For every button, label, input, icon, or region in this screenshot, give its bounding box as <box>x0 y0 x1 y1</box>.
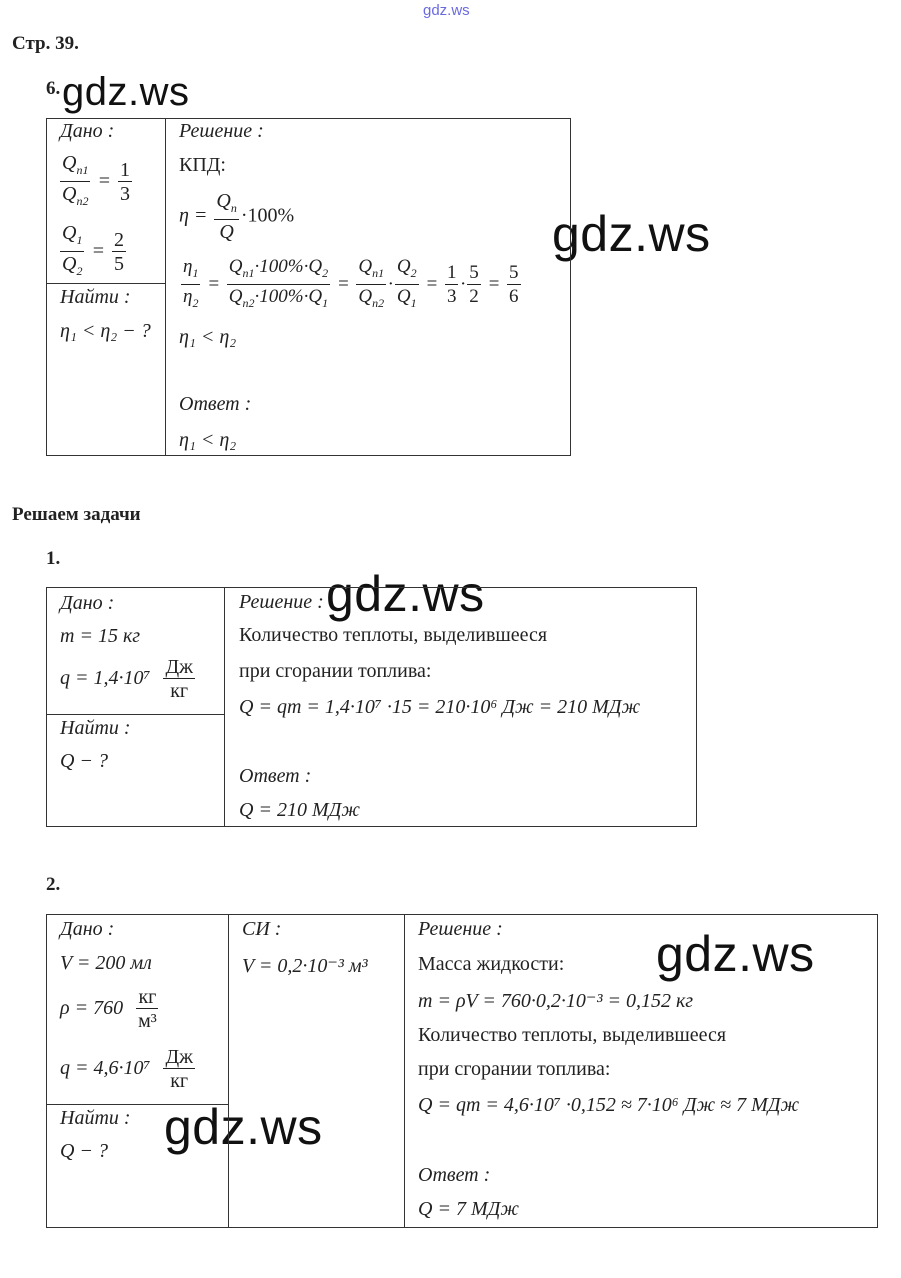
divider <box>46 1104 229 1105</box>
solution-formula: m = ρV = 760·0,2·10⁻³ = 0,152 кг <box>418 990 694 1012</box>
given-label: Дано : <box>60 120 115 142</box>
solution-formula: Q = qm = 4,6·10⁷ ·0,152 ≈ 7·10⁶ Дж ≈ 7 МДж <box>418 1094 800 1116</box>
unit-numerator: кг <box>138 986 157 1008</box>
unit-denominator: кг <box>170 1070 189 1092</box>
watermark-small: gdz.ws <box>423 2 470 19</box>
divider <box>404 914 405 1228</box>
si-value: V = 0,2·10⁻³ м³ <box>242 955 368 977</box>
find-label: Найти : <box>60 286 131 308</box>
find-value: Q − ? <box>60 1140 108 1162</box>
given-label: Дано : <box>60 592 115 614</box>
given-ratio-q: $\frac{Q_{п1}}{Q_{п2}}$ = $\frac{1}{3}$ <box>62 152 130 208</box>
given-volume: V = 200 мл <box>60 952 152 974</box>
solution-line: при сгорании топлива: <box>418 1058 611 1080</box>
given-density-text: ρ = 760 <box>60 997 124 1020</box>
solution-formula: Q = qm = 1,4·10⁷ ·15 = 210·10⁶ Дж = 210 МДж <box>239 696 641 718</box>
watermark: gdz.ws <box>62 70 190 114</box>
find-label: Найти : <box>60 1107 131 1129</box>
given-heat-value <box>60 1046 197 1093</box>
solution-line: при сгорании топлива: <box>239 660 432 682</box>
watermark: gdz.ws <box>326 566 485 622</box>
given-density <box>60 986 161 1033</box>
page-header: Стр. 39. <box>12 33 79 54</box>
solution-line: Количество теплоты, выделившееся <box>239 624 548 646</box>
divider <box>224 587 225 827</box>
si-label: СИ : <box>242 918 282 940</box>
divider <box>46 714 225 715</box>
unit-denominator: м³ <box>138 1010 157 1032</box>
watermark: gdz.ws <box>656 926 815 982</box>
given-heat-value-text: q = 4,6·10⁷ <box>60 1057 151 1080</box>
efficiency-formula: η = $\frac{Q_п}{Q}$ ·100% <box>179 190 295 243</box>
given-label: Дано : <box>60 918 115 940</box>
divider <box>165 118 166 456</box>
task-number: 1. <box>46 548 61 569</box>
divider <box>228 914 229 1228</box>
divider <box>46 283 166 284</box>
comparison: η₁ < η₂ <box>179 326 237 348</box>
answer-label: Ответ : <box>418 1164 491 1186</box>
task-number: 6. <box>46 78 61 99</box>
answer-label: Ответ : <box>239 765 312 787</box>
answer-value: Q = 210 МДж <box>239 799 360 821</box>
ratio-derivation: $\frac{\eta_1}{\eta_2}$ = $\frac{Q_{п1}\cdot 100\%\cdot Q_2}{Q_{п2}\cdot 100\%\cdot Q_1}$ = $\frac{Q_{п1}}{Q_{п2}}$ · $\frac{Q_2}{Q_1}$ = $\frac{1}{3}$ · $\frac{5}{2}$ = $\frac{5}{6}$ <box>183 256 519 310</box>
section-title: Решаем задачи <box>12 504 141 525</box>
answer-label: Ответ : <box>179 393 252 415</box>
solution-line: Количество теплоты, выделившееся <box>418 1024 727 1046</box>
unit-numerator: Дж <box>165 656 193 678</box>
find-value: η₁ < η₂ − ? <box>60 320 151 342</box>
find-value: Q − ? <box>60 750 108 772</box>
kpd-label: КПД: <box>179 154 226 176</box>
answer-value: Q = 7 МДж <box>418 1198 519 1220</box>
unit-numerator: Дж <box>165 1046 193 1068</box>
watermark: gdz.ws <box>164 1099 323 1155</box>
solution-line: Масса жидкости: <box>418 953 565 975</box>
given-ratio-q1: $\frac{Q_1}{Q_2}$ = $\frac{2}{5}$ <box>62 222 124 278</box>
solution-label: Решение : <box>418 918 503 940</box>
given-mass: m = 15 кг <box>60 625 141 647</box>
watermark: gdz.ws <box>552 206 711 262</box>
given-heat-value <box>60 656 197 703</box>
task-number: 2. <box>46 874 61 895</box>
solution-label: Решение : <box>239 591 324 613</box>
unit-denominator: кг <box>170 680 189 702</box>
solution-label: Решение : <box>179 120 264 142</box>
given-heat-value-text: q = 1,4·10⁷ <box>60 667 151 690</box>
find-label: Найти : <box>60 717 131 739</box>
answer-value: η₁ < η₂ <box>179 429 237 451</box>
